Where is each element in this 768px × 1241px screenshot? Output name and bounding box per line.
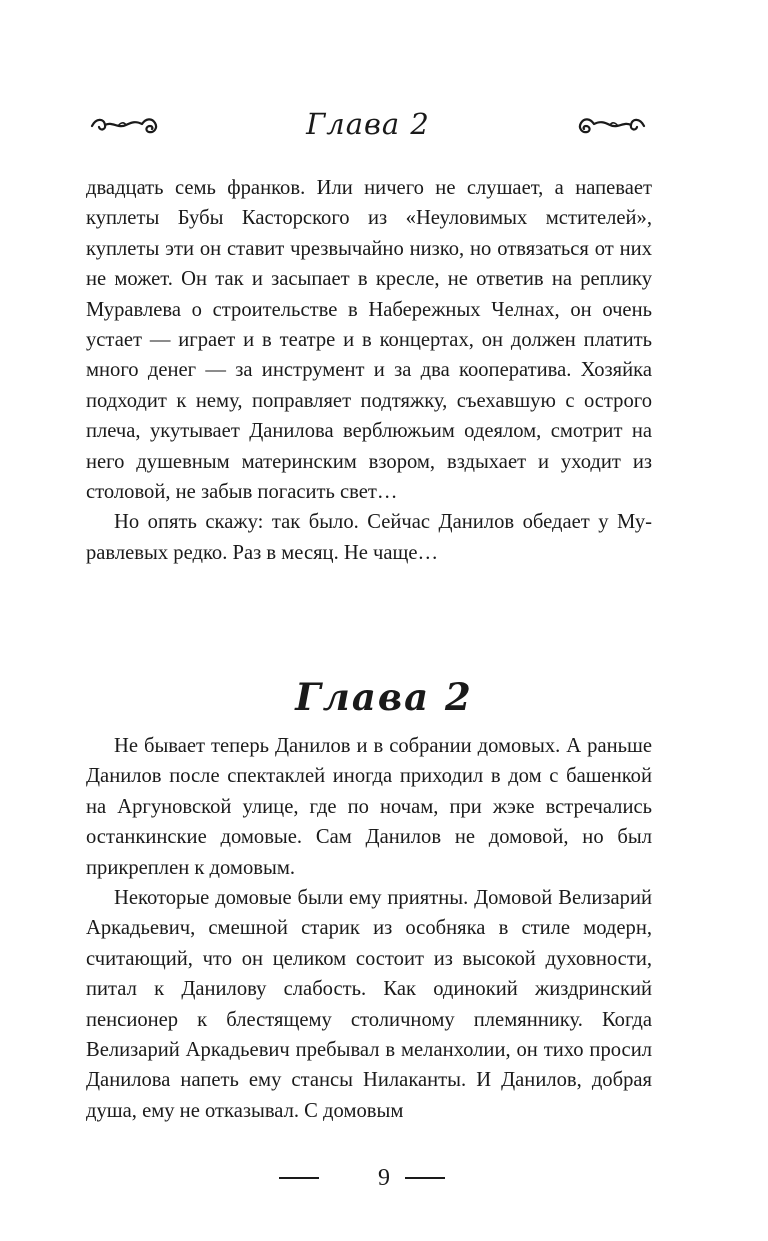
running-head-title: Глава 2 xyxy=(306,107,430,141)
paragraph: Некоторые домовые были ему приятны. Домовой Велизарий Аркадьевич, смешной старик из особняка в стиле модерн, считающий, что он целиком состоит из высокой духовности, питал к Данилову слабость. Как одинокий жиздринский пенсионер к блестящему столичному племяннику. Когда Велизарий Аркадьевич пребывал в меланхолии, он тихо просил Данилова напеть ему стансы Нилаканты. И Данилов, добрая душа, ему не отказывал. С домовым xyxy=(86,887,652,1122)
body-text-bottom xyxy=(86,731,652,1126)
page-number: 9 xyxy=(378,1165,390,1191)
right-flourish-ornament-icon xyxy=(572,112,648,138)
paragraph: Не бывает теперь Данилов и в собрании домовых. А раньше Данилов после спектаклей иногда приходил в дом с башенкой на Аргуновской улице, где по ночам, при жэке встречались останкинские домовые. Сам Данилов не домовой, но был прикреплен к домовым. xyxy=(86,735,652,879)
paragraph-continued: двадцать семь франков. Или ничего не слушает, а напевает куплеты Бубы Касторского из «Неуловимых мстителей», куплеты эти он ставит чрезвычайно низко, но отвязаться от них не может. Он так и засыпает в кресле, не ответив на реплику Муравлева о строительстве в Набережных Челнах, он очень устает — играет и в театре и в концертах, он должен платить много денег — за инструмент и за два кооператива. Хозяйка подходит к нему, поправляет подтяжку, съехавшую с острого плеча, укутывает Данилова верблюжьим одеялом, смотрит на него душевным материнским взором, вздыхает и уходит из столовой, не забыв погасить свет… xyxy=(86,177,652,504)
paragraph: Но опять скажу: так было. Сейчас Данилов обедает у Муравлевых редко. Раз в месяц. Не чаще… xyxy=(86,511,652,564)
chapter-heading: Глава 2 xyxy=(295,674,473,719)
running-head xyxy=(88,104,648,152)
folio-rule-right xyxy=(405,1177,445,1179)
page-folio xyxy=(0,1158,768,1198)
body-text-top xyxy=(86,173,652,568)
